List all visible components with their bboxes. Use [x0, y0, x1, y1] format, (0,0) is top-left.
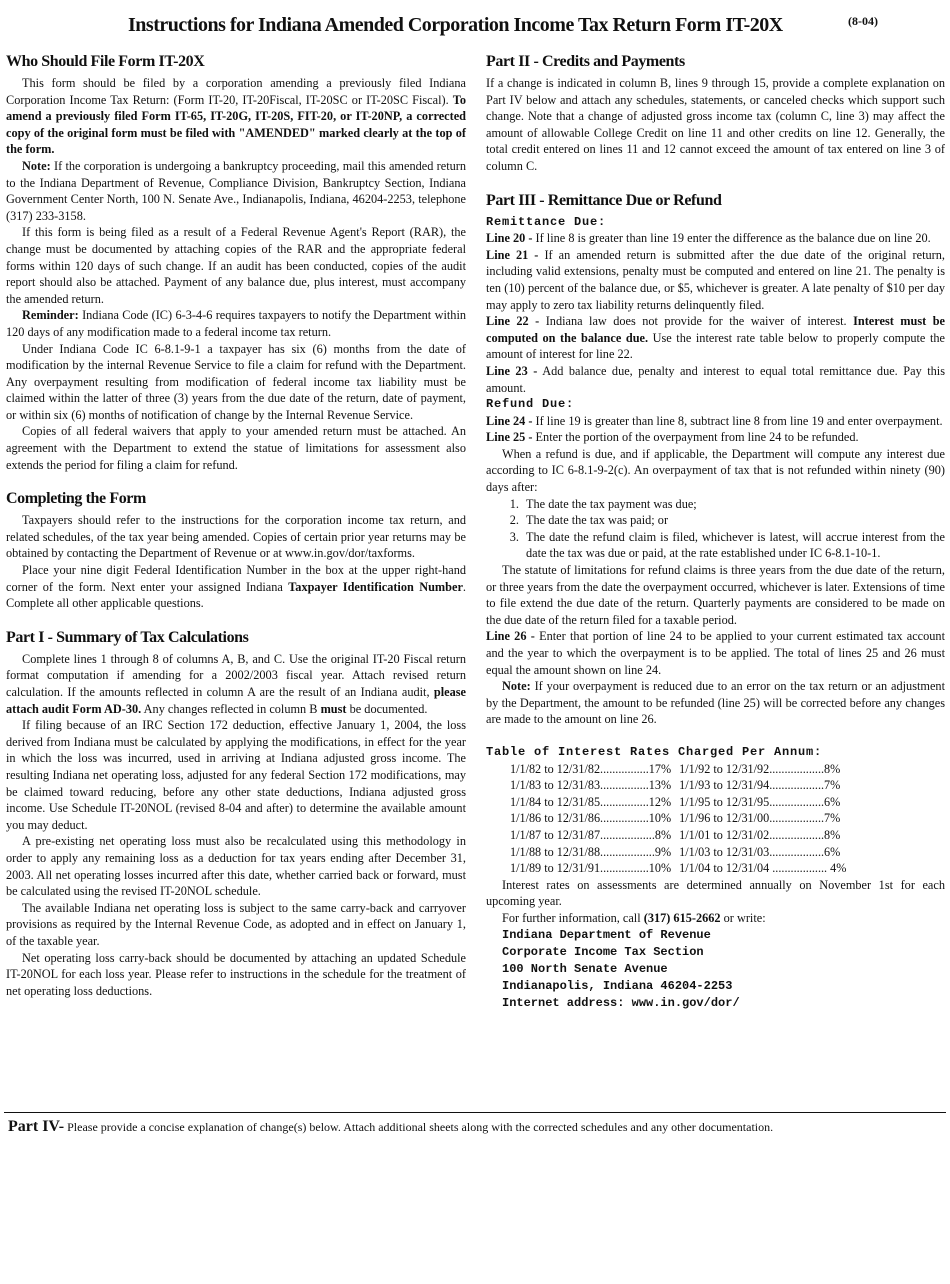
paragraph: Net operating loss carry-back should be documented by attaching an updated Schedule IT-20NOL for each loss year. Please refer to instructions in the schedule for the treatment of net operating loss deductions. — [6, 950, 466, 998]
paragraph: A pre-existing net operating loss must also be recalculated using this methodology in order to apply any remaining loss as a deduction for tax years ending after December 31, 2003. All net operating losses incurred after this date, whether carried back or forward, must be calculated using the revised IT-20NOL schedule. — [6, 834, 466, 899]
line-23: Line 23 - Add balance due, penalty and interest to equal total remittance due. Pay this amount. — [486, 363, 945, 395]
part4-text: Please provide a concise explanation of change(s) below. Attach additional sheets along with the corrected schedules and any other documentation. — [67, 1120, 774, 1134]
heading-part3: Part III - Remittance Due or Refund — [486, 191, 722, 209]
paragraph: Copies of all federal waivers that apply to your amended return must be attached. An agreement with the Department to extend the statue of limitations for assessment also extends the period for filing a claim for refund. — [6, 424, 466, 472]
part4-section — [8, 1118, 946, 1136]
table-row: 1/1/83 to 12/31/83................13% 1/1/93 to 12/31/94..................7% — [510, 778, 841, 793]
line-20: Line 20 - If line 8 is greater than line 19 enter the difference as the balance due on line 20. — [486, 231, 931, 246]
paragraph: When a refund is due, and if applicable, the Department will compute any interest due according to IC 6-8.1-9-2(c). An overpayment of tax that is not refunded within ninety (90) days after: — [486, 446, 945, 495]
paragraph: Interest rates on assessments are determined annually on November 1st for each upcoming year. — [486, 877, 945, 909]
mailing-address: Indiana Department of Revenue Corporate Income Tax Section 100 North Senate Avenue Indianapolis, Indiana 46204-2253 Internet address: www.in.gov/dor/ — [502, 927, 945, 1012]
paragraph: Note: If your overpayment is reduced due to an error on the tax return or an adjustment by the Department, the amount to be refunded (line 25) will be corrected before any changes are made to the amount on line 26. — [486, 679, 945, 727]
list-item: 1. The date the tax payment was due; — [522, 496, 945, 513]
paragraph: This form should be filed by a corporation amending a previously filed Indiana Corporation Income Tax Return: (Form IT-20, IT-20Fiscal, IT-20SC or IT-20SC Fiscal). To amend a previously filed Form IT-65, IT-20G, IT-20S, FIT-20, or IT-20NP, a corrected copy of the original form must be filed with "AMENDED" marked clearly at the top of the form. — [6, 76, 466, 157]
section-part3 — [486, 191, 945, 728]
heading-part2: Part II - Credits and Payments — [486, 53, 685, 70]
section-completing — [6, 489, 466, 612]
paragraph: If a change is indicated in column B, lines 9 through 15, provide a complete explanation on Part IV below and attach any schedules, statements, or canceled checks which support such change. Note that a change of adjusted gross income tax (column C, line 3) may affect the amount of allowable College Credit on line 11 and other credits on line 12. Generally, the total credit entered on lines 11 and 12 cannot exceed the amount of tax entered on line 3 of column C. — [486, 76, 945, 173]
line-26: Line 26 - Enter that portion of line 24 to be applied to your current estimated tax account and the year to which the overpayment is to be applied. The total of lines 25 and 26 must equal the amount shown on line 24. — [486, 629, 946, 677]
paragraph: The available Indiana net operating loss is subject to the same carry-back and carryover provisions as required by the Internal Revenue Code, as adopted and in effect on January 1, of the taxable year. — [6, 900, 466, 948]
line-25: Line 25 - Enter the portion of the overpayment from line 24 to be refunded. — [486, 430, 859, 445]
left-column — [6, 52, 466, 1015]
paragraph: If this form is being filed as a result of a Federal Revenue Agent's Report (RAR), the change must be documented by attaching copies of the RAR and the appropriate federal forms within 120 days of such change. If an audit has been conducted, copies of the audit report should also be attached. Payment of any balance due, plus interest, must accompany the amended return. — [6, 225, 466, 306]
paragraph: The statute of limitations for refund claims is three years from the due date of the return, or three years from the date the overpayment occurred, whichever is later. Extensions of time to file extend the due date of the return. Quarterly payments are considered to be made on the due date of the return filed for a taxable period. — [486, 563, 945, 627]
line-21: Line 21 - If an amended return is submitted after the due date of the original return, including valid extensions, penalty must be computed and entered on line 21. The penalty is ten (10) percent of the balance due, or $5, whichever is greater. A late penalty of $10 per day may apply to zero tax liability returns delinquently filed. — [486, 247, 945, 312]
heading-part1: Part I - Summary of Tax Calculations — [6, 628, 249, 646]
section-who-should-file — [6, 52, 466, 473]
section-part2 — [486, 52, 945, 175]
right-column — [486, 52, 945, 1012]
line-24: Line 24 - If line 19 is greater than line 8, subtract line 8 from line 19 and enter overpayment. — [486, 413, 943, 428]
list-item: 3. The date the refund claim is filed, whichever is latest, will accrue interest from the date the tax was due or paid, at the rate established under IC 6-8.1-10-1. — [522, 529, 945, 562]
section-interest-rates — [486, 744, 945, 1012]
remittance-due-label: Remittance Due: — [486, 214, 607, 229]
paragraph: If filing because of an IRC Section 172 deduction, effective January 1, 2004, the loss derived from Indiana must be calculated by applying the modifications, in effect for the year in which the loss was incurred, used in arriving at Indiana adjusted gross income. The resulting Indiana net operating loss, adjusted for any federal Section 172 modifications, may be claimed toward reducing, before any other state deductions, Indiana adjusted gross income. Use Schedule IT-20NOL (revised 8-04 and after) to determine the available amount you may deduct. — [6, 718, 466, 832]
table-row: 1/1/88 to 12/31/88..................9% 1/1/03 to 12/31/03..................6% — [510, 844, 841, 859]
heading-completing: Completing the Form — [6, 490, 146, 508]
list-item: 2. The date the tax was paid; or — [522, 512, 945, 529]
paragraph: Note: If the corporation is undergoing a bankruptcy proceeding, mail this amended return to the Indiana Department of Revenue, Compliance Division, Bankruptcy Section, Indiana Government Center North, 100 N. Senate Ave., Indianapolis, Indiana, 46204-2253, telephone (317) 233-3158. — [6, 158, 467, 223]
paragraph: Reminder: Indiana Code (IC) 6-3-4-6 requires taxpayers to notify the Department within 120 days of any modification made to a federal income tax return. — [6, 308, 467, 339]
paragraph: Complete lines 1 through 8 of columns A, B, and C. Use the original IT-20 Fiscal return format computation if amending for a 2002/2003 fiscal year. Attach revised return calculation. If the amounts reflected in column A are the result of an Indiana audit, please attach audit Form AD-30. Any changes reflected in column B must be documented. — [6, 651, 467, 716]
table-row: 1/1/84 to 12/31/85................12% 1/1/95 to 12/31/95..................6% — [510, 794, 841, 809]
table-row: 1/1/86 to 12/31/86................10% 1/1/96 to 12/31/00..................7% — [510, 811, 841, 826]
page-title: Instructions for Indiana Amended Corporation Income Tax Return Form IT-20X — [128, 14, 783, 36]
rates-table-heading: Table of Interest Rates Charged Per Annum: — [486, 744, 823, 759]
paragraph: Taxpayers should refer to the instructions for the corporation income tax return, and related schedules, of the tax year being amended. Copies of certain prior year returns may be obtained by contacting the Department of Revenue or at www.in.gov/dor/taxforms. — [6, 513, 466, 561]
internet-address[interactable]: Internet address: www.in.gov/dor/ — [502, 995, 740, 1010]
paragraph: Under Indiana Code IC 6-8.1-9-1 a taxpayer has six (6) months from the date of modification by the internal Revenue Service to file a claim for refund with the Department. Any overpayment resulting from modification of federal income tax liability must be claimed within the latter of three (3) years from the due date of the return, date of payment, or within six (6) months of notification of change by the Internal Revenue Service. — [6, 341, 466, 422]
contact-line: For further information, call (317) 615-2662 or write: — [502, 910, 766, 925]
paragraph: Place your nine digit Federal Identification Number in the box at the upper right-hand corner of the form. Next enter your assigned Indiana Taxpayer Identification Number. Complete all other applicable questions. — [6, 563, 466, 611]
line-22: Line 22 - Indiana law does not provide for the waiver of interest. Interest must be computed on the balance due. Use the interest rate table below to properly compute the amount of interest for line 22. — [486, 314, 946, 362]
heading-who-should-file: Who Should File Form IT-20X — [6, 53, 205, 70]
table-row: 1/1/82 to 12/31/82................17% 1/1/92 to 12/31/92..................8% — [510, 761, 841, 776]
refund-due-label: Refund Due: — [486, 397, 575, 412]
refund-conditions-list — [486, 496, 945, 562]
form-date: (8-04) — [848, 14, 878, 28]
table-row: 1/1/87 to 12/31/87..................8% 1/1/01 to 12/31/02..................8% — [510, 827, 841, 842]
section-part1 — [6, 628, 466, 999]
part4-label: Part IV- — [8, 1118, 65, 1135]
interest-rates-table — [506, 761, 850, 877]
divider — [4, 1112, 946, 1113]
table-row: 1/1/89 to 12/31/91................10% 1/1/04 to 12/31/04 .................. 4% — [510, 861, 847, 876]
